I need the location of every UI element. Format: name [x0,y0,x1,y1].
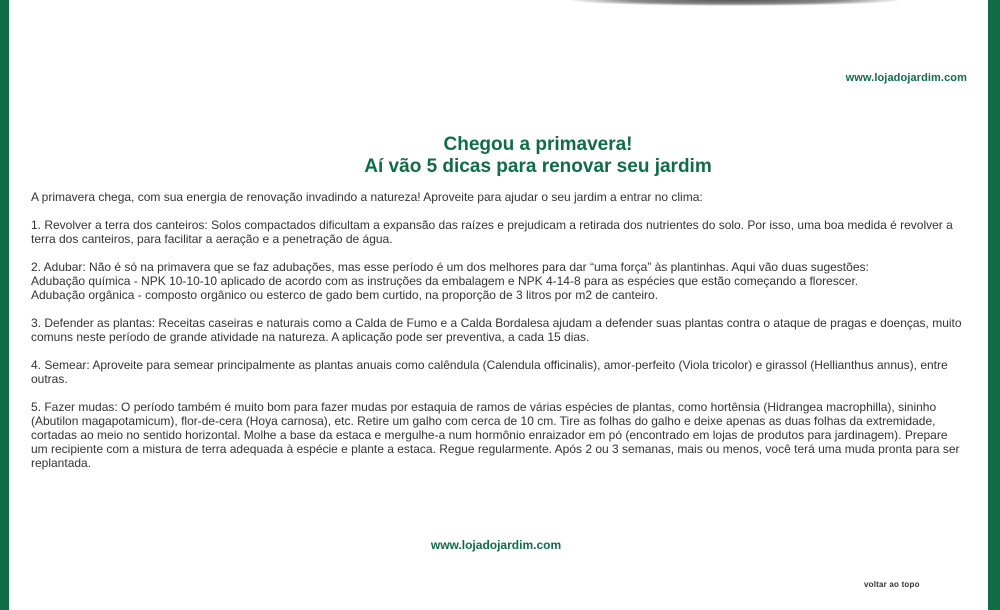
right-border-bar [988,0,1000,610]
top-decorative-shadow [570,0,900,6]
left-border-bar [0,0,9,610]
footer-site-link[interactable]: www.lojadojardim.com [430,538,562,552]
article-title [0,134,1000,178]
tip-1: 1. Revolver a terra dos canteiros: Solos compactados dificultam a expansão das raízes e prejudicam a retirada dos nutrientes do solo. Por isso, uma boa medida é revolver a terra dos canteiros, para facilitar a aeração e a penetração de água. [31,218,953,246]
article-body [31,190,966,470]
tip-2-heading: 2. Adubar: Não é só na primavera que se faz adubações, mas esse período é um dos melhores para dar “uma força” às plantinhas. Aqui vão duas sugestões: [31,260,869,274]
header-site-link[interactable]: www.lojadojardim.com [845,72,967,84]
article-title-line1: Chegou a primavera! [443,134,633,155]
tip-2-organic: Adubação orgânica - composto orgânico ou esterco de gado bem curtido, na proporção de 3 litros por m2 de canteiro. [31,288,659,302]
back-to-top-link[interactable]: voltar ao topo [864,580,920,589]
tip-4: 4. Semear: Aproveite para semear principalmente as plantas anuais como calêndula (Calendula officinalis), amor-perfeito (Viola tricolor) e girassol (Hellianthus annus), entre outras. [31,358,948,386]
article-intro: A primavera chega, com sua energia de renovação invadindo a natureza! Aproveite para ajudar o seu jardim a entrar no clima: [31,190,703,204]
tip-5: 5. Fazer mudas: O período também é muito bom para fazer mudas por estaquia de ramos de várias espécies de plantas, como hortênsia (Hidrangea macrophilla), sininho (Abutilon magapotamicum), flor-de-cera (Hoya carnosa), etc. Retire um galho com cerca de 10 cm. Tire as folhas do galho e deixe apenas as duas folhas da extremidade, cortadas ao meio no sentido horizontal. Molhe a base da estaca e mergulhe-a num hormônio enraizador em pó (encontrado em lojas de produtos para jardinagem). Prepare um recipiente com a mistura de terra adequada à espécie e plante a estaca. Regue regularmente. Após 2 ou 3 semanas, mais ou menos, você terá uma muda pronta para ser replantada. [31,400,960,470]
article-title-line2: Aí vão 5 dicas para renovar seu jardim [364,156,712,177]
tip-2-chemical: Adubação química - NPK 10-10-10 aplicado de acordo com as instruções da embalagem e NPK 4-14-8 para as espécies que estão começando a florescer. [31,274,859,288]
footer-site-link-wrap [0,538,992,552]
tip-2 [31,260,966,302]
tip-3: 3. Defender as plantas: Receitas caseiras e naturais como a Calda de Fumo e a Calda Bordalesa ajudam a defender suas plantas contra o ataque de pragas e doenças, muito comuns neste período de grande atividade na natureza. A aplicação pode ser preventiva, a cada 15 dias. [31,316,962,344]
